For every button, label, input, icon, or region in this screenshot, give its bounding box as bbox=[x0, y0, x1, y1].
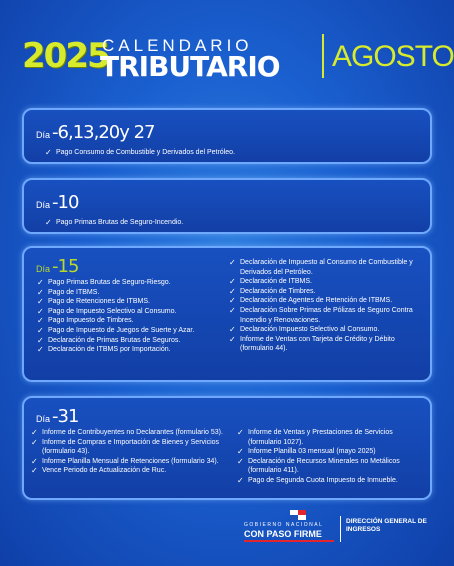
list-item: ✓ Declaración de Impuesto al Consumo de Combustible y Derivados del Petróleo. bbox=[229, 258, 413, 276]
check-icon: ✓ bbox=[31, 428, 38, 437]
government-label: GOBIERNO NACIONAL bbox=[244, 522, 324, 528]
check-icon: ✓ bbox=[45, 218, 52, 227]
dgi-logo-text bbox=[346, 518, 427, 534]
day-prefix: Día bbox=[36, 200, 51, 210]
obligation-list-right bbox=[228, 258, 424, 354]
day-dash: - bbox=[52, 406, 58, 427]
panama-flag-icon bbox=[290, 510, 306, 520]
list-item: ✓ Declaración de Recursos Minerales no Metálicos (formulario 411). bbox=[237, 456, 400, 475]
panel-day-10 bbox=[22, 178, 432, 234]
day-heading bbox=[36, 122, 155, 143]
check-icon: ✓ bbox=[237, 456, 244, 466]
day-heading bbox=[36, 192, 78, 213]
list-item: ✓ Pago de Segunda Cuota Impuesto de Inmueble. bbox=[237, 475, 398, 485]
check-icon: ✓ bbox=[229, 296, 236, 306]
check-icon: ✓ bbox=[229, 325, 236, 335]
footer-divider bbox=[340, 516, 341, 542]
day-numbers: 6,13,20y 27 bbox=[57, 122, 155, 143]
year-label: 2025 bbox=[22, 36, 109, 76]
panel-day-15 bbox=[22, 246, 432, 382]
calendar-label: CALENDARIO bbox=[102, 36, 253, 55]
obligation-list-right bbox=[236, 428, 426, 486]
obligation-list-left bbox=[36, 278, 226, 355]
check-icon: ✓ bbox=[45, 148, 52, 157]
check-icon: ✓ bbox=[229, 334, 236, 344]
tributary-label: TRIBUTARIO bbox=[100, 50, 280, 83]
dgi-line-1: DIRECCIÓN GENERAL DE bbox=[346, 518, 427, 525]
check-icon: ✓ bbox=[37, 345, 44, 355]
list-item: ✓ Declaración de ITBMS por Importación. bbox=[37, 345, 171, 355]
day-heading bbox=[36, 406, 78, 427]
list-item: ✓ Declaración de Primas Brutas de Seguros. bbox=[37, 335, 181, 345]
list-item: ✓ Vence Periodo de Actualización de Ruc. bbox=[31, 466, 167, 476]
obligation-list bbox=[44, 148, 424, 158]
panel-day-6-13-20-27 bbox=[22, 108, 432, 164]
list-item: ✓ Pago Primas Brutas de Seguro-Riesgo. bbox=[37, 278, 171, 287]
obligation-list bbox=[44, 218, 424, 228]
check-icon: ✓ bbox=[229, 286, 236, 296]
list-item: ✓ Pago de Impuesto Selectivo al Consumo. bbox=[37, 306, 177, 316]
check-icon: ✓ bbox=[31, 466, 38, 476]
list-item: ✓ Declaración de Agentes de Retención de ITBMS. bbox=[229, 296, 393, 306]
check-icon: ✓ bbox=[237, 475, 244, 485]
list-item: ✓ Pago Impuesto de Timbres. bbox=[37, 316, 134, 326]
list-item: ✓ Informe Planilla Mensual de Retenciones (formulario 34). bbox=[31, 456, 219, 466]
day-dash: - bbox=[52, 192, 58, 213]
day-heading bbox=[36, 256, 78, 277]
list-item: ✓ Informe Planilla 03 mensual (mayo 2025) bbox=[237, 447, 376, 457]
footer-logos bbox=[240, 510, 440, 550]
check-icon: ✓ bbox=[31, 437, 38, 447]
check-icon: ✓ bbox=[229, 305, 236, 315]
list-item: ✓ Pago Consumo de Combustible y Derivados del Petróleo. bbox=[45, 148, 235, 157]
list-item: ✓ Informe de Ventas con Tarjeta de Crédito y Débito (formulario 44). bbox=[229, 334, 395, 353]
check-icon: ✓ bbox=[37, 316, 44, 326]
slogan-label: CON PASO FIRME bbox=[244, 529, 322, 539]
day-numbers: 10 bbox=[57, 192, 79, 213]
check-icon: ✓ bbox=[37, 297, 44, 307]
day-prefix: Día bbox=[36, 414, 51, 424]
check-icon: ✓ bbox=[31, 456, 38, 466]
day-numbers: 15 bbox=[57, 256, 79, 277]
slogan-underline bbox=[244, 540, 334, 542]
calendar-header bbox=[22, 30, 454, 86]
check-icon: ✓ bbox=[37, 325, 44, 335]
list-item: ✓ Informe de Ventas y Prestaciones de Servicios (formulario 1027). bbox=[237, 428, 393, 446]
list-item: ✓ Declaración Sobre Primas de Pólizas de Seguro Contra Incendio y Renovaciones. bbox=[229, 305, 413, 324]
check-icon: ✓ bbox=[37, 278, 44, 287]
list-item: ✓ Informe de Contribuyentes no Declarantes (formulario 53). bbox=[31, 428, 223, 437]
list-item: ✓ Declaración de Timbres. bbox=[229, 286, 316, 296]
check-icon: ✓ bbox=[237, 447, 244, 457]
list-item: ✓ Pago de Impuesto de Juegos de Suerte y Azar. bbox=[37, 325, 195, 335]
check-icon: ✓ bbox=[229, 258, 236, 267]
check-icon: ✓ bbox=[37, 306, 44, 316]
header-divider bbox=[322, 34, 324, 78]
day-dash: - bbox=[52, 122, 58, 143]
day-dash: - bbox=[52, 256, 58, 277]
list-item: ✓ Pago Primas Brutas de Seguro-Incendio. bbox=[45, 218, 184, 227]
list-item: ✓ Informe de Compras e Importación de Bienes y Servicios (formulario 43). bbox=[31, 437, 220, 456]
list-item: ✓ Declaración de ITBMS. bbox=[229, 277, 312, 287]
check-icon: ✓ bbox=[237, 428, 244, 437]
list-item: ✓ Declaración Impuesto Selectivo al Consumo. bbox=[229, 325, 380, 335]
dgi-line-2: INGRESOS bbox=[346, 526, 381, 533]
check-icon: ✓ bbox=[229, 277, 236, 287]
day-numbers: 31 bbox=[57, 406, 79, 427]
day-prefix: Día bbox=[36, 130, 51, 140]
check-icon: ✓ bbox=[37, 287, 44, 297]
obligation-list-left bbox=[30, 428, 230, 476]
panel-day-31 bbox=[22, 396, 432, 500]
list-item: ✓ Pago de Retenciones de ITBMS. bbox=[37, 297, 150, 307]
check-icon: ✓ bbox=[37, 335, 44, 345]
month-label: AGOSTO bbox=[332, 40, 454, 73]
list-item: ✓ Pago de ITBMS. bbox=[37, 287, 100, 297]
day-prefix: Día bbox=[36, 264, 51, 274]
